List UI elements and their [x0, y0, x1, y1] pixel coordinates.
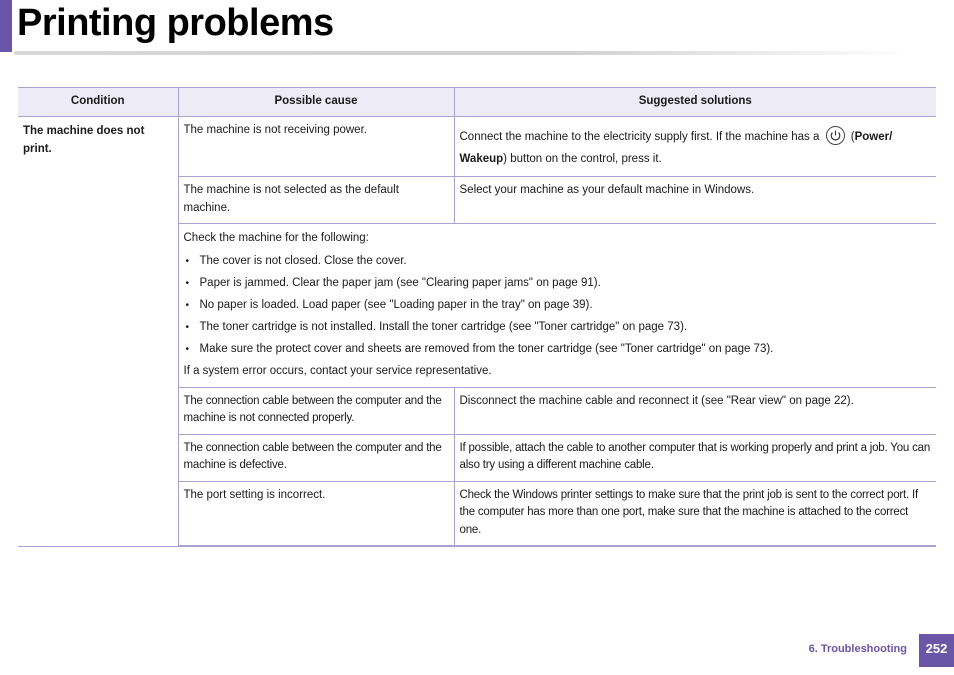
- solution-cell: If possible, attach the cable to another computer that is working properly and print a job. You can also try using a different machine cable.: [454, 434, 936, 481]
- list-item: • The cover is not closed. Close the cover.: [184, 253, 932, 271]
- list-item: • Make sure the protect cover and sheets are removed from the toner cartridge (see "Toner cartridge" on page 73).: [184, 341, 932, 359]
- list-item: • Paper is jammed. Clear the paper jam (see "Clearing paper jams" on page 91).: [184, 275, 932, 293]
- solution-cell: Check the Windows printer settings to make sure that the print job is sent to the correct port. If the computer has more than one port, make sure that the machine is attached to the correct one.: [454, 481, 936, 546]
- cause-cell: The machine is not selected as the default machine.: [178, 177, 454, 224]
- table-header-row: [18, 88, 936, 117]
- solution-text: button on the control, press it.: [510, 153, 662, 165]
- column-header-suggested-solutions: Suggested solutions: [454, 88, 936, 117]
- title-accent-bar: [0, 0, 12, 52]
- cause-cell: The port setting is incorrect.: [178, 481, 454, 546]
- page-number: 252: [919, 634, 954, 667]
- solution-text: Connect the machine to the electricity supply first. If the machine has a: [459, 131, 820, 143]
- table-row: [18, 117, 936, 177]
- footer-section-label: 6. Troubleshooting: [808, 643, 907, 655]
- column-header-possible-cause: Possible cause: [178, 88, 454, 117]
- checklist: [184, 253, 932, 359]
- solution-cell: Select your machine as your default machine in Windows.: [454, 177, 936, 224]
- troubleshooting-table: [18, 87, 936, 547]
- checklist-intro: Check the machine for the following:: [183, 232, 369, 244]
- power-wakeup-label: Power/ Wakeup: [459, 131, 893, 165]
- condition-cell: The machine does not print.: [18, 117, 178, 547]
- cause-cell: The connection cable between the computer and the machine is not connected properly.: [178, 387, 454, 434]
- list-item: • No paper is loaded. Load paper (see "Loading paper in the tray" on page 39).: [184, 297, 932, 315]
- cause-cell: The machine is not receiving power.: [178, 117, 454, 177]
- solution-cell: Connect the machine to the electricity supply first. If the machine has a (Power/ Wakeup) button on the control, press it.: [454, 117, 936, 177]
- page-title: Printing problems: [17, 2, 334, 44]
- column-header-condition: Condition: [18, 88, 178, 117]
- cause-cell: The connection cable between the computer and the machine is defective.: [178, 434, 454, 481]
- title-divider: [14, 51, 914, 55]
- checklist-outro: If a system error occurs, contact your service representative.: [183, 365, 492, 377]
- solution-cell: Disconnect the machine cable and reconnect it (see "Rear view" on page 22).: [454, 387, 936, 434]
- checklist-cell: [178, 224, 936, 388]
- list-item: • The toner cartridge is not installed. Install the toner cartridge (see "Toner cartridge" on page 73).: [184, 319, 932, 337]
- power-icon: [826, 126, 845, 145]
